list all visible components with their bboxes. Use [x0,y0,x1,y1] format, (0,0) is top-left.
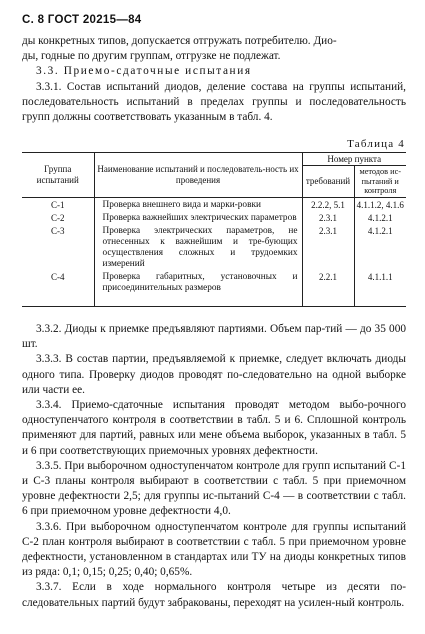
row-group: С-2 [51,213,65,223]
row-meth: 4.1.2.1 [354,224,406,270]
header-name: Наименование испытаний и последователь-ность их проведения [94,153,302,198]
header-methods: методов ис-пытаний и контроля [354,166,406,198]
paragraph-3-3-6: 3.3.6. При выборочном одноступенчатом контроле для группы испытаний С-2 план контроля выбирают в соответствии с табл. 5 при приемочном уровне дефектности, установленном в стандартах или ТУ на диоды конкретных типов из ряда: 0,1; 0,15; 0,25; 0,40; 0,65%. [22,520,406,579]
intro-line-2: ды, годные по другим группам, отгрузке не подлежат. [22,50,281,63]
row-name: Проверка электрических параметров, не отнесенных к важнейшим и тре-бующих осуществления сложных и трудоемких измерений [94,224,302,270]
paragraph-3-3-1: 3.3.1. Состав испытаний диодов, деление состава на группы испытаний, последовательность испытаний в пределах группы и последовательность групп должны соответствовать указанным в табл. 4. [22,80,406,124]
row-req: 2.3.1 [302,211,354,224]
row-group: С-4 [22,270,94,307]
paragraph-3-3-2: 3.3.2. Диоды к приемке предъявляют партиями. Объем пар-тий — до 35 000 шт. [22,323,406,351]
row-meth: 4.1.2.1 [354,211,406,224]
row-name: Проверка внешнего вида и марки-ровки [94,198,302,212]
table-row [22,224,406,270]
page-header: С. 8 ГОСТ 20215—84 [22,14,142,26]
table-4 [22,152,406,307]
row-req: 2.3.1 [302,224,354,270]
paragraph-3-3-5: 3.3.5. При выборочном одноступенчатом контроле для групп испытаний С-1 и С-3 планы контроля выбирают в соответствии с табл. 5 при приемочном уровне дефектности 2,5; для группы ис-пытаний С-4 — в соответствии с табл. 6 при приемочном уровне дефектности 4,0. [22,459,406,518]
table-row [22,198,406,212]
table-caption: Таблица 4 [347,138,405,150]
header-requirements: требований [302,166,354,198]
table-row [22,211,406,224]
paragraph-3-3-7: 3.3.7. Если в ходе нормального контроля четыре из десяти по-следовательных партий будут забракованы, переходят на усилен-ный контроль. [22,581,406,609]
intro-line-1: ды конкретных типов, допускается отгружать потребителю. Дио- [22,35,337,47]
header-group: Группа испытаний [22,153,94,198]
row-name: Проверка габаритных, установочных и присоединительных размеров [94,270,302,307]
body-text [22,322,406,611]
paragraph-3-3-4: 3.3.4. Приемо-сдаточные испытания проводят методом выбо-рочного одноступенчатого контроля в соответствии в табл. 5 и 6. Сплошной контроль применяют для партий, равных или мене объема выборок, указанных в табл. 5 и 6 при соответствующих приемочных уровнях дефектности. [22,399,406,457]
row-group: С-3 [51,226,65,236]
header-number: Номер пункта [302,153,406,166]
table-row [22,270,406,307]
section-title: 3.3. Приемо-сдаточные испытания [36,65,252,78]
row-meth: 4.1.1.2, 4.1.6 [354,198,406,212]
row-meth: 4.1.1.1 [354,270,406,307]
row-req: 2.2.1 [302,270,354,307]
row-group: С-1 [51,200,65,210]
row-req: 2.2.2, 5.1 [302,198,354,212]
paragraph-3-3-3: 3.3.3. В состав партии, предъявляемой к приемке, следует включать диоды одного типа. Проверку диодов проводят по-следовательно на одной выборке или части ее. [22,353,406,396]
row-name: Проверка важнейших электрических параметров [94,211,302,224]
intro-text [22,34,406,125]
